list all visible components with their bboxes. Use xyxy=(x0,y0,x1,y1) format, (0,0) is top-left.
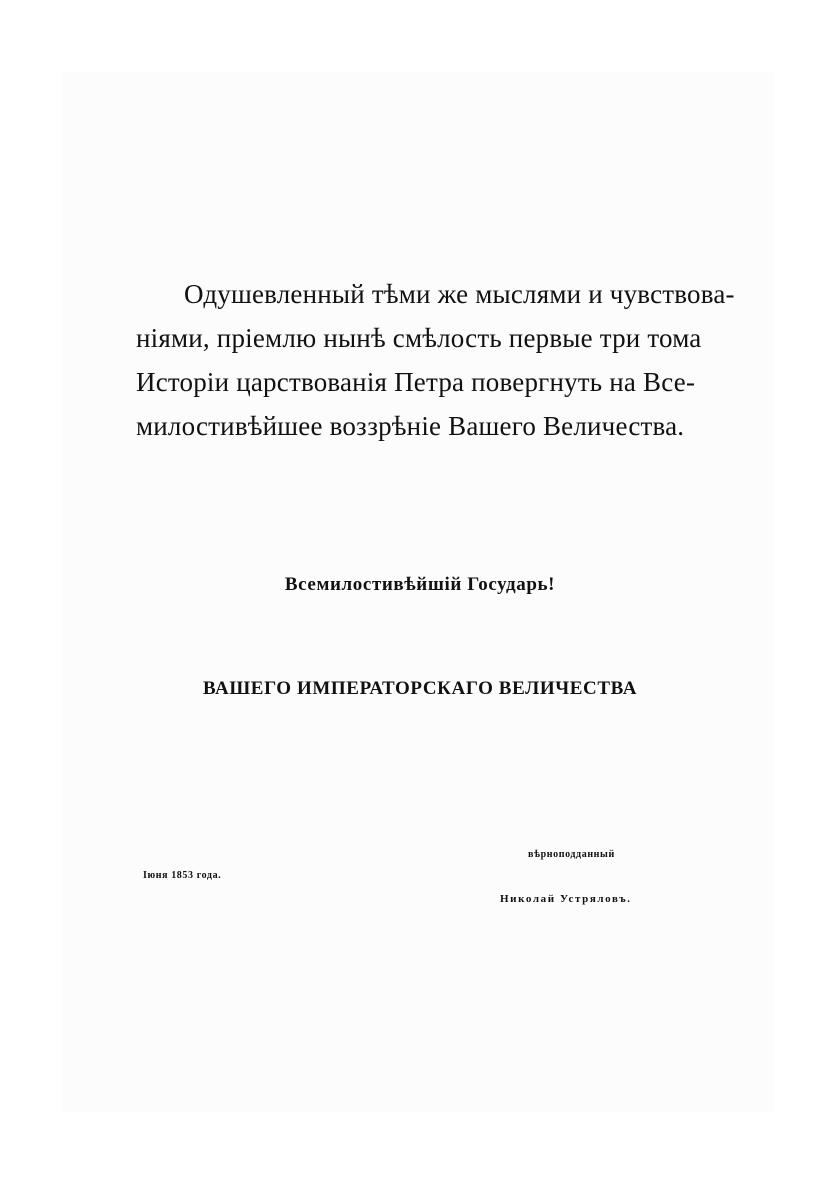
date-line: Іюня 1853 года. xyxy=(143,870,222,881)
dedication-paragraph xyxy=(136,272,735,448)
majesty-title: ВАШЕГО ИМПЕРАТОРСКАГО ВЕЛИЧЕСТВА xyxy=(202,678,638,699)
paragraph-line: Исторіи царствованія Петра повергнуть на Все- xyxy=(136,367,696,397)
paragraph-line: ніями, пріемлю нынѣ смѣлость первые три тома xyxy=(136,323,702,353)
author-signature: Николай Устряловъ. xyxy=(500,893,632,905)
paragraph-line: милостивѣйшее воззрѣніе Вашего Величества. xyxy=(136,411,685,441)
salutation: Всемилостивѣйшій Государь! xyxy=(284,574,556,595)
subject-label: вѣрноподданный xyxy=(528,849,615,860)
paragraph-line: Одушевленный тѣми же мыслями и чувствова- xyxy=(184,279,735,309)
